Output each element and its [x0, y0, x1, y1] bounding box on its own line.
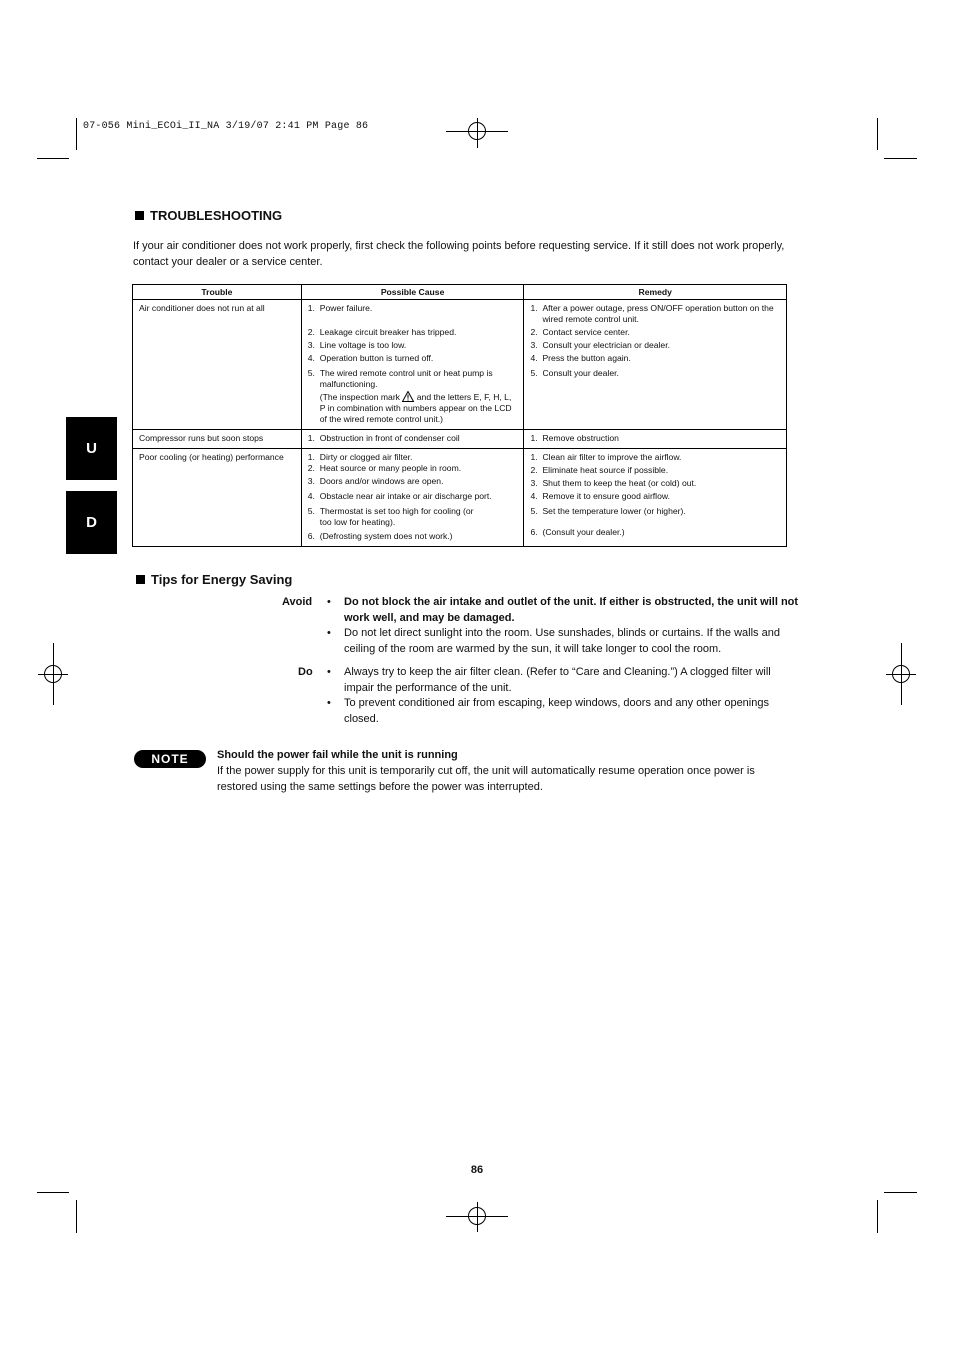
- trouble-cell: Poor cooling (or heating) performance: [133, 449, 302, 547]
- tips-section: [282, 595, 802, 727]
- column-header-cause: Possible Cause: [301, 285, 524, 300]
- troubleshooting-table: [132, 284, 787, 547]
- remedy-item: 5. Consult your dealer.: [530, 368, 619, 378]
- troubleshooting-intro: If your air conditioner does not work properly, first check the following points before requesting service. If it still does not work properly, contact your dealer or a service center.: [133, 240, 785, 268]
- remedy-cell: [524, 300, 787, 430]
- table-row: [133, 430, 787, 449]
- note-body: If the power supply for this unit is temporarily cut off, the unit will automatically resume operation once power is restored using the same settings before the power was interrupted.: [217, 765, 755, 793]
- troubleshooting-heading: TROUBLESHOOTING: [135, 208, 282, 223]
- remedy-item: 3. Consult your electrician or dealer.: [530, 340, 670, 350]
- do-item: • To prevent conditioned air from escaping, keep windows, doors and any other openings closed.: [327, 697, 769, 725]
- cause-item: 6. (Defrosting system does not work.): [307, 531, 453, 541]
- remedy-item: 6. (Consult your dealer.): [530, 527, 625, 537]
- cause-item: 5. The wired remote control unit or heat pump is malfunctioning.: [307, 368, 493, 389]
- column-header-remedy: Remedy: [524, 285, 787, 300]
- remedy-item: 1. After a power outage, press ON/OFF operation button on the wired remote control unit.: [530, 303, 774, 324]
- tips-heading: Tips for Energy Saving: [136, 572, 292, 587]
- avoid-label: Avoid: [282, 596, 313, 608]
- side-tab-u: U: [66, 417, 117, 480]
- side-tab-d: D: [66, 491, 117, 554]
- remedy-item: 3. Shut them to keep the heat (or cold) out.: [530, 478, 697, 488]
- cause-item: 3. Doors and/or windows are open.: [307, 476, 444, 486]
- remedy-item: 1. Clean air filter to improve the airflow.: [530, 452, 682, 462]
- remedy-item: 1. Remove obstruction: [530, 433, 619, 443]
- cause-item: 1. Power failure.: [307, 303, 373, 313]
- do-label: Do: [298, 666, 313, 678]
- cause-item: 5. Thermostat is set too high for cooling (or too low for heating).: [307, 506, 474, 527]
- page-number: 86: [470, 1164, 484, 1176]
- remedy-item: 4. Remove it to ensure good airflow.: [530, 491, 670, 501]
- note-text: [217, 747, 797, 795]
- cause-cell: [301, 430, 524, 449]
- cause-cell: [301, 449, 524, 547]
- remedy-cell: [524, 449, 787, 547]
- print-slug: 07-056 Mini_ECOi_II_NA 3/19/07 2:41 PM Page 86: [83, 121, 369, 132]
- remedy-item: 2. Contact service center.: [530, 327, 630, 337]
- table-row: [133, 449, 787, 547]
- remedy-cell: [524, 430, 787, 449]
- column-header-trouble: Trouble: [133, 285, 302, 300]
- square-bullet-icon: [135, 211, 144, 220]
- note-badge: NOTE: [134, 750, 206, 768]
- do-item: Do • Always try to keep the air filter clean. (Refer to “Care and Cleaning.”) A clogged filter will impair the performance of the unit.: [282, 665, 802, 696]
- table-row: [133, 300, 787, 430]
- note-title: Should the power fail while the unit is running: [217, 749, 458, 761]
- avoid-item: Avoid • Do not block the air intake and outlet of the unit. If either is obstructed, the unit will not work well, and may be damaged.: [282, 595, 802, 626]
- trouble-cell: Compressor runs but soon stops: [133, 430, 302, 449]
- cause-item: 2. Heat source or many people in room.: [307, 463, 462, 473]
- avoid-item: • Do not let direct sunlight into the room. Use sunshades, blinds or curtains. If the walls and ceiling of the room are warmed by the sun, it will take longer to cool the room.: [327, 627, 780, 655]
- table-header-row: [133, 285, 787, 300]
- warning-triangle-icon: [402, 391, 414, 402]
- square-bullet-icon: [136, 575, 145, 584]
- cause-cell: [301, 300, 524, 430]
- remedy-item: 5. Set the temperature lower (or higher).: [530, 506, 686, 516]
- cause-item: 4. Operation button is turned off.: [307, 353, 434, 363]
- cause-item: 3. Line voltage is too low.: [307, 340, 407, 350]
- inspection-note: (The inspection mark and the letters E, F, H, L, P in combination with numbers appear on the LCD of the wired remote control unit.): [319, 392, 512, 424]
- remedy-item: 4. Press the button again.: [530, 353, 631, 363]
- cause-item: 1. Dirty or clogged air filter.: [307, 452, 413, 462]
- cause-item: 1. Obstruction in front of condenser coil: [307, 433, 460, 443]
- trouble-cell: Air conditioner does not run at all: [133, 300, 302, 430]
- cause-item: 4. Obstacle near air intake or air discharge port.: [307, 491, 492, 501]
- cause-item: 2. Leakage circuit breaker has tripped.: [307, 327, 457, 337]
- remedy-item: 2. Eliminate heat source if possible.: [530, 465, 669, 475]
